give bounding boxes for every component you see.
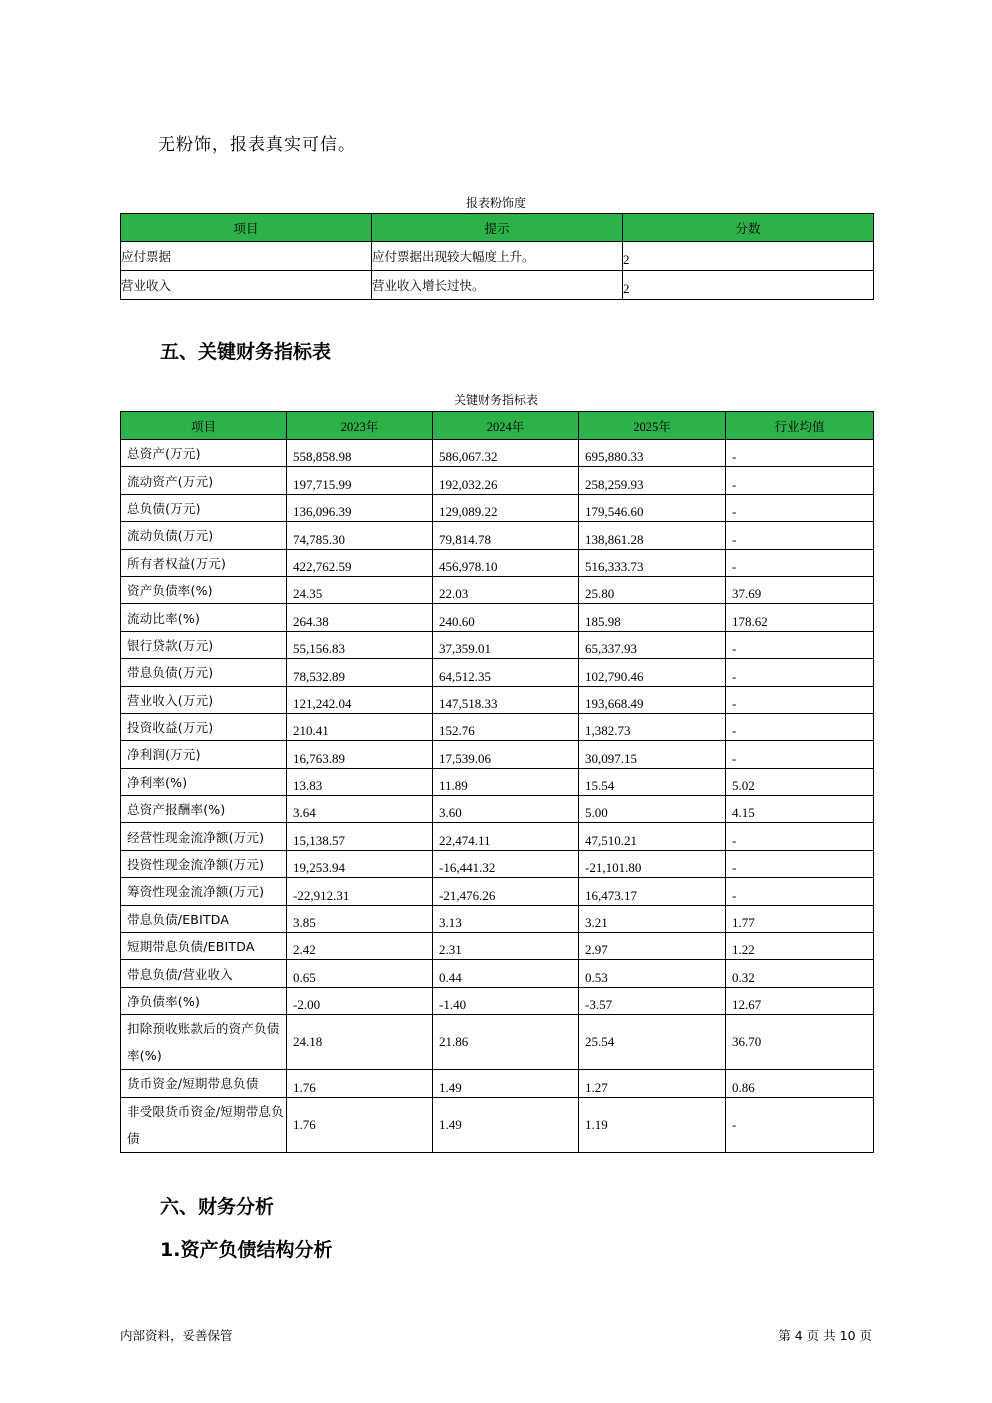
indicator-label: 总资产(万元) (121, 440, 287, 467)
indicator-value: 695,880.33 (579, 440, 726, 467)
indicator-label: 流动负债(万元) (121, 522, 287, 549)
table2-header-industry-avg: 行业均值 (726, 412, 874, 440)
table-row (121, 631, 874, 658)
table-row (121, 796, 874, 823)
table-row (121, 576, 874, 603)
table-row (121, 604, 874, 631)
indicator-value: - (726, 741, 874, 768)
indicator-value: 65,337.93 (579, 631, 726, 658)
indicator-label: 净利润(万元) (121, 741, 287, 768)
table2-header-2024: 2024年 (433, 412, 579, 440)
indicator-label: 货币资金/短期带息负债 (121, 1070, 287, 1097)
indicator-value: 121,242.04 (287, 686, 433, 713)
indicator-value: - (726, 631, 874, 658)
indicator-label: 投资收益(万元) (121, 713, 287, 740)
indicator-value: 1.76 (287, 1070, 433, 1097)
indicator-value: 0.65 (287, 960, 433, 987)
indicator-label-text: 扣除预收账款后的资产负债率(%) (127, 1021, 280, 1064)
indicator-label: 流动比率(%) (121, 604, 287, 631)
indicator-value: 24.18 (287, 1015, 433, 1070)
section6-heading: 六、财务分析 (160, 1196, 275, 1218)
indicator-value: 3.85 (287, 905, 433, 932)
table1-cell: 营业收入增长过快。 (372, 271, 623, 300)
table1-cell: 2 (623, 242, 874, 271)
indicator-value: 147,518.33 (433, 686, 579, 713)
table-row (121, 494, 874, 521)
table2-header-2025: 2025年 (579, 412, 726, 440)
indicator-value: 16,763.89 (287, 741, 433, 768)
indicator-value: 36.70 (726, 1015, 874, 1070)
table1-cell: 应付票据出现较大幅度上升。 (372, 242, 623, 271)
indicator-value: 37,359.01 (433, 631, 579, 658)
table-row (121, 467, 874, 494)
indicator-value: 240.60 (433, 604, 579, 631)
table2-caption: 关键财务指标表 (453, 393, 538, 407)
table1-cell: 应付票据 (121, 242, 372, 271)
table-row (121, 522, 874, 549)
indicator-label: 总资产报酬率(%) (121, 796, 287, 823)
indicator-value: 3.21 (579, 905, 726, 932)
indicator-value: 11.89 (433, 768, 579, 795)
indicator-value: -2.00 (287, 987, 433, 1014)
indicator-label: 带息负债/EBITDA (121, 905, 287, 932)
footer-confidential-note: 内部资料，妥善保管 (120, 1328, 233, 1343)
indicator-value: 1.49 (433, 1097, 579, 1152)
indicator-value: 2.31 (433, 933, 579, 960)
indicator-value: - (726, 659, 874, 686)
indicator-value: 1.76 (287, 1097, 433, 1152)
section5-heading: 五、关键财务指标表 (160, 341, 332, 363)
indicator-value: 558,858.98 (287, 440, 433, 467)
indicator-value: 516,333.73 (579, 549, 726, 576)
table1-cell: 2 (623, 271, 874, 300)
indicator-value: 74,785.30 (287, 522, 433, 549)
indicator-value: 24.35 (287, 576, 433, 603)
footer-page-number: 第 4 页 共 10 页 (778, 1328, 872, 1343)
indicator-label: 净负债率(%) (121, 987, 287, 1014)
intro-paragraph: 无粉饰，报表真实可信。 (158, 135, 356, 155)
indicator-value: 3.64 (287, 796, 433, 823)
indicator-label: 总负债(万元) (121, 494, 287, 521)
indicator-value: 0.32 (726, 960, 874, 987)
indicator-value: - (726, 686, 874, 713)
subsection1-heading: 1.资产负债结构分析 (160, 1239, 333, 1261)
indicator-value: 25.80 (579, 576, 726, 603)
indicator-value: -16,441.32 (433, 850, 579, 877)
indicator-value: - (726, 549, 874, 576)
indicator-value: 0.86 (726, 1070, 874, 1097)
indicator-label: 带息负债/营业收入 (121, 960, 287, 987)
indicator-value: 4.15 (726, 796, 874, 823)
indicator-label-text: 非受限货币资金/短期带息负债 (127, 1103, 284, 1146)
indicator-label: 流动资产(万元) (121, 467, 287, 494)
indicator-value: 258,259.93 (579, 467, 726, 494)
indicator-value: 0.53 (579, 960, 726, 987)
window-dressing-table (120, 213, 874, 300)
indicator-value: 19,253.94 (287, 850, 433, 877)
indicator-value: 102,790.46 (579, 659, 726, 686)
indicator-value: - (726, 467, 874, 494)
indicator-value: 5.02 (726, 768, 874, 795)
indicator-value: 79,814.78 (433, 522, 579, 549)
indicator-value: 1.22 (726, 933, 874, 960)
indicator-value: 2.97 (579, 933, 726, 960)
indicator-label (121, 1015, 287, 1070)
indicator-value: 193,668.49 (579, 686, 726, 713)
indicator-value: 47,510.21 (579, 823, 726, 850)
table-row (121, 686, 874, 713)
indicator-value: - (726, 522, 874, 549)
indicator-label: 资产负债率(%) (121, 576, 287, 603)
indicator-value: 21.86 (433, 1015, 579, 1070)
indicator-label: 所有者权益(万元) (121, 549, 287, 576)
table-row (121, 878, 874, 905)
indicator-value: - (726, 878, 874, 905)
table2-header-2023: 2023年 (287, 412, 433, 440)
table-row (121, 1015, 874, 1070)
indicator-value: 13.83 (287, 768, 433, 795)
table-row (121, 823, 874, 850)
table1-caption: 报表粉饰度 (465, 196, 526, 210)
indicator-value: 456,978.10 (433, 549, 579, 576)
indicator-label (121, 1097, 287, 1152)
indicator-value: 78,532.89 (287, 659, 433, 686)
indicator-value: 1.27 (579, 1070, 726, 1097)
indicator-value: 22,474.11 (433, 823, 579, 850)
indicator-value: 264.38 (287, 604, 433, 631)
indicator-value: - (726, 440, 874, 467)
indicator-value: 1,382.73 (579, 713, 726, 740)
table-row (121, 905, 874, 932)
indicator-value: - (726, 1097, 874, 1152)
indicator-label: 带息负债(万元) (121, 659, 287, 686)
indicator-value: 55,156.83 (287, 631, 433, 658)
indicator-value: - (726, 850, 874, 877)
indicator-value: 179,546.60 (579, 494, 726, 521)
indicator-label: 经营性现金流净额(万元) (121, 823, 287, 850)
table-row (121, 960, 874, 987)
table-row (121, 1097, 874, 1152)
indicator-label: 筹资性现金流净额(万元) (121, 878, 287, 905)
indicator-value: -21,476.26 (433, 878, 579, 905)
table-row (121, 659, 874, 686)
indicator-value: 15.54 (579, 768, 726, 795)
indicator-value: 178.62 (726, 604, 874, 631)
indicator-value: 586,067.32 (433, 440, 579, 467)
indicator-value: 152.76 (433, 713, 579, 740)
indicator-value: 3.13 (433, 905, 579, 932)
table-row (121, 933, 874, 960)
indicator-value: 129,089.22 (433, 494, 579, 521)
table1-header-hint: 提示 (372, 214, 623, 242)
table-row (121, 1070, 874, 1097)
table1-header-item: 项目 (121, 214, 372, 242)
indicator-value: 422,762.59 (287, 549, 433, 576)
table-row (121, 549, 874, 576)
table-row (121, 271, 874, 300)
indicator-value: 197,715.99 (287, 467, 433, 494)
indicator-value: - (726, 823, 874, 850)
indicator-value: 2.42 (287, 933, 433, 960)
indicator-value: 136,096.39 (287, 494, 433, 521)
indicator-label: 银行贷款(万元) (121, 631, 287, 658)
indicator-value: 3.60 (433, 796, 579, 823)
table1-header-score: 分数 (623, 214, 874, 242)
indicator-value: 1.49 (433, 1070, 579, 1097)
indicator-value: -1.40 (433, 987, 579, 1014)
indicator-value: 185.98 (579, 604, 726, 631)
indicator-value: 0.44 (433, 960, 579, 987)
indicator-value: 138,861.28 (579, 522, 726, 549)
indicator-value: -3.57 (579, 987, 726, 1014)
indicator-value: - (726, 713, 874, 740)
indicator-value: 17,539.06 (433, 741, 579, 768)
table-row (121, 768, 874, 795)
table-row (121, 713, 874, 740)
indicator-value: 210.41 (287, 713, 433, 740)
indicator-value: 1.19 (579, 1097, 726, 1152)
indicator-value: 22.03 (433, 576, 579, 603)
key-financial-indicators-table (120, 411, 874, 1153)
indicator-value: 25.54 (579, 1015, 726, 1070)
indicator-value: 16,473.17 (579, 878, 726, 905)
indicator-value: 12.67 (726, 987, 874, 1014)
indicator-value: 5.00 (579, 796, 726, 823)
table-row (121, 741, 874, 768)
table-row (121, 242, 874, 271)
indicator-label: 投资性现金流净额(万元) (121, 850, 287, 877)
indicator-value: 192,032.26 (433, 467, 579, 494)
indicator-value: - (726, 494, 874, 521)
table-row (121, 987, 874, 1014)
indicator-value: 37.69 (726, 576, 874, 603)
table-row (121, 440, 874, 467)
indicator-label: 营业收入(万元) (121, 686, 287, 713)
indicator-value: 64,512.35 (433, 659, 579, 686)
indicator-value: -22,912.31 (287, 878, 433, 905)
table2-header-item: 项目 (121, 412, 287, 440)
indicator-value: -21,101.80 (579, 850, 726, 877)
indicator-value: 1.77 (726, 905, 874, 932)
indicator-label: 短期带息负债/EBITDA (121, 933, 287, 960)
indicator-label: 净利率(%) (121, 768, 287, 795)
indicator-value: 30,097.15 (579, 741, 726, 768)
indicator-value: 15,138.57 (287, 823, 433, 850)
table1-cell: 营业收入 (121, 271, 372, 300)
table-row (121, 850, 874, 877)
